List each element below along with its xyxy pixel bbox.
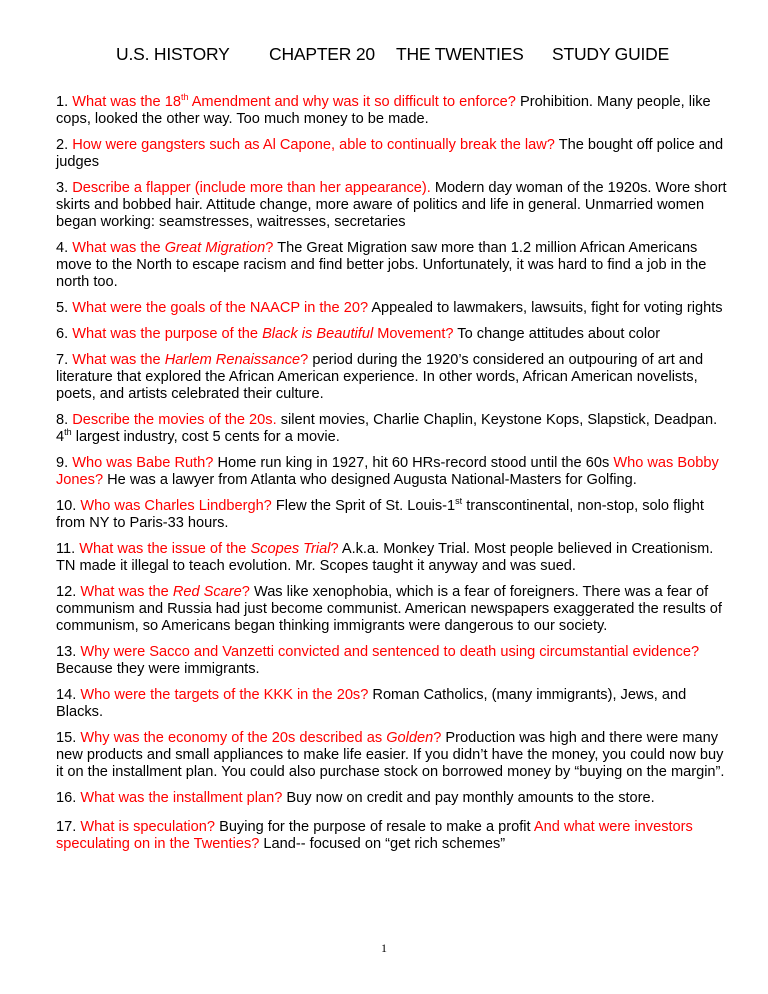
question-item-11: [56, 541, 728, 575]
question-item-5: [56, 300, 728, 317]
title-course: U.S. HISTORY: [116, 44, 230, 64]
question-number: 2.: [56, 137, 69, 153]
answer-text: Production was high and there were many new products and small appliances to make life easier. If you didn’t have the money, you could now buy it on the installment plan. You could also purchase stock on borrowed money by “buying on the margin”.: [56, 730, 725, 780]
title-topic: THE TWENTIES: [396, 44, 524, 64]
question-number: 3.: [56, 180, 69, 196]
question-text: What was the purpose of the Black is Beautiful Movement?: [72, 326, 454, 342]
question-item-1: [56, 94, 728, 128]
question-text: How were gangsters such as Al Capone, able to continually break the law?: [72, 137, 555, 153]
question-text: Who were the targets of the KKK in the 20s?: [80, 687, 369, 703]
question-item-2: [56, 137, 728, 171]
question-number: 1.: [56, 94, 69, 110]
question-item-17: [56, 819, 728, 853]
question-number: 6.: [56, 326, 69, 342]
question-text-2: And what were investors speculating on in the Twenties?: [56, 819, 693, 852]
question-text: Describe the movies of the 20s.: [72, 412, 277, 428]
question-number: 12.: [56, 584, 77, 600]
question-item-10: [56, 498, 728, 532]
answer-text: Flew the Sprit of St. Louis-1st transcontinental, non-stop, solo flight from NY to Paris-33 hours.: [56, 496, 704, 531]
answer-text: The Great Migration saw more than 1.2 million African Americans move to the North to escape racism and find better jobs. Unfortunately, it was hard to find a job in the north too.: [56, 240, 707, 290]
title-chapter: CHAPTER 20: [269, 44, 375, 64]
question-text: Why was the economy of the 20s described as Golden?: [80, 730, 442, 746]
page-number: 1: [381, 941, 387, 955]
answer-text-2: He was a lawyer from Atlanta who designed Augusta National-Masters for Golfing.: [103, 472, 637, 488]
answer-text: The bought off police and judges: [56, 137, 724, 170]
question-text: Who was Babe Ruth?: [72, 455, 214, 471]
question-text: What was the Harlem Renaissance?: [72, 352, 309, 368]
answer-text: silent movies, Charlie Chaplin, Keystone Kops, Slapstick, Deadpan. 4th largest industry, cost 5 cents for a movie.: [56, 412, 718, 445]
question-text: Who was Charles Lindbergh?: [80, 498, 272, 514]
question-text-2: Who was Bobby Jones?: [56, 455, 719, 488]
question-text: What were the goals of the NAACP in the 20?: [72, 300, 369, 316]
question-item-7: [56, 352, 728, 403]
question-item-4: [56, 240, 728, 291]
question-number: 14.: [56, 687, 77, 703]
question-text: Why were Sacco and Vanzetti convicted and sentenced to death using circumstantial evidence?: [80, 644, 700, 660]
question-text: Describe a flapper (include more than her appearance).: [72, 180, 431, 196]
question-number: 15.: [56, 730, 77, 746]
answer-text: Was like xenophobia, which is a fear of foreigners. There was a fear of communism and Russia had just become communist. American newspapers exaggerated the results of communism, so Americans began thinking immigrants were dangerous to our society.: [56, 584, 722, 634]
question-text: What was the issue of the Scopes Trial?: [79, 541, 339, 557]
question-item-8: [56, 412, 728, 446]
question-text: What was the Great Migration?: [72, 240, 274, 256]
answer-text: Buy now on credit and pay monthly amounts to the store.: [282, 790, 655, 806]
question-item-3: [56, 180, 728, 231]
question-number: 11.: [56, 541, 76, 557]
question-item-9: [56, 455, 728, 489]
answer-text: Prohibition. Many people, like cops, looked the other way. Too much money to be made.: [56, 94, 711, 127]
question-item-13: [56, 644, 728, 678]
question-text: What is speculation?: [80, 819, 216, 835]
title-guide: STUDY GUIDE: [552, 44, 670, 64]
question-item-12: [56, 584, 728, 635]
answer-text: To change attitudes about color: [453, 326, 661, 342]
question-number: 5.: [56, 300, 69, 316]
question-number: 10.: [56, 498, 77, 514]
question-item-6: [56, 326, 728, 343]
question-number: 8.: [56, 412, 69, 428]
answer-text: Modern day woman of the 1920s. Wore short skirts and bobbed hair. Attitude change, more aware of politics and life in general. Unmarried women began working: seamstresses, waitresses, secretaries: [56, 180, 727, 230]
answer-text: Buying for the purpose of resale to make a profit: [215, 819, 531, 835]
answer-text: Roman Catholics, (many immigrants), Jews, and Blacks.: [56, 687, 687, 720]
answer-text: period during the 1920’s considered an outpouring of art and literature that explored the African American experience. In other words, African American novelists, poets, and artists celebrated their culture.: [56, 352, 704, 402]
answer-text-2: Land-- focused on “get rich schemes”: [259, 836, 506, 852]
question-number: 17.: [56, 819, 77, 835]
question-item-14: [56, 687, 728, 721]
answer-text: Appealed to lawmakers, lawsuits, fight for voting rights: [368, 300, 723, 316]
question-text: What was the installment plan?: [80, 790, 283, 806]
answer-text: Because they were immigrants.: [56, 661, 260, 677]
study-guide-body: [56, 94, 728, 862]
question-item-15: [56, 730, 728, 781]
question-number: 7.: [56, 352, 69, 368]
question-number: 9.: [56, 455, 69, 471]
question-item-16: [56, 790, 728, 807]
question-number: 13.: [56, 644, 77, 660]
question-text: What was the 18th Amendment and why was it so difficult to enforce?: [72, 92, 516, 110]
answer-text: A.k.a. Monkey Trial. Most people believed in Creationism. TN made it illegal to teach evolution. Mr. Scopes taught it anyway and was sued.: [56, 541, 714, 574]
question-number: 4.: [56, 240, 69, 256]
question-text: What was the Red Scare?: [80, 584, 250, 600]
question-number: 16.: [56, 790, 77, 806]
answer-text: Home run king in 1927, hit 60 HRs-record stood until the 60s: [213, 455, 610, 471]
